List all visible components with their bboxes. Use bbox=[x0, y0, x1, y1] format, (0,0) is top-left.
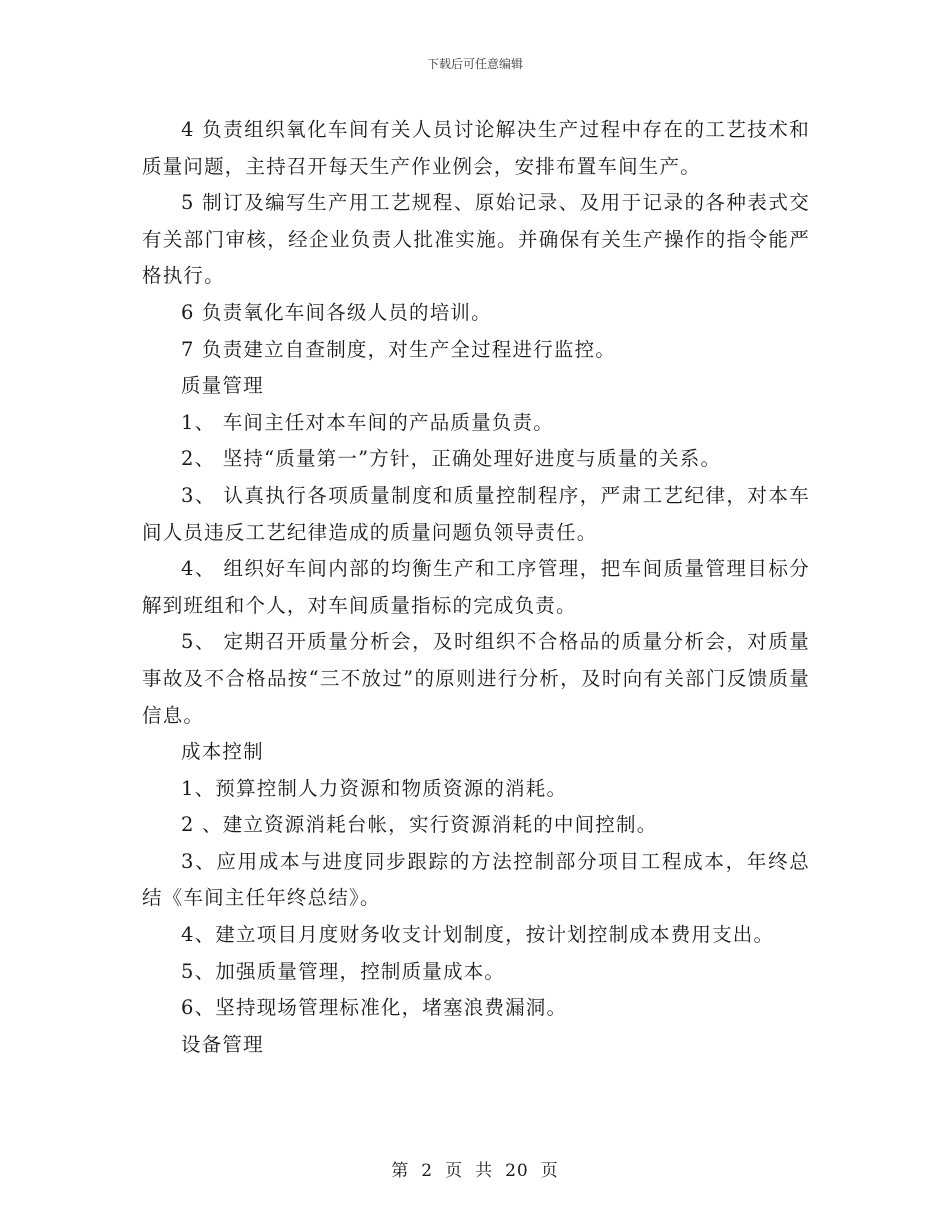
paragraph: 6、坚持现场管理标准化，堵塞浪费漏洞。 bbox=[181, 996, 568, 1020]
paragraph: 3、应用成本与进度同步跟踪的方法控制部分项目工程成本，年终总结《车间主任年终总结》。 bbox=[142, 849, 810, 910]
paragraph: 4、 组织好车间内部的均衡生产和工序管理，把车间质量管理目标分解到班组和个人，对车间质量指标的完成负责。 bbox=[142, 557, 810, 617]
paragraph: 6 负责氧化车间各级人员的培训。 bbox=[181, 300, 492, 324]
section-heading-equipment: 设备管理 bbox=[181, 1032, 264, 1056]
paragraph: 1、 车间主任对本车间的产品质量负责。 bbox=[181, 410, 554, 434]
footer-label-gong: 共 bbox=[475, 1161, 494, 1181]
paragraph: 4 负责组织氧化车间有关人员讨论解决生产过程中存在的工艺技术和质量问题，主持召开每天生产作业例会，安排布置车间生产。 bbox=[142, 118, 810, 178]
paragraph: 5 制订及编写生产用工艺规程、原始记录、及用于记录的各种表式交有关部门审核，经企业负责人批准实施。并确保有关生产操作的指令能严格执行。 bbox=[142, 191, 810, 288]
paragraph: 5、加强质量管理，控制质量成本。 bbox=[181, 959, 506, 983]
paragraph: 2、 坚持“质量第一”方针，正确处理好进度与质量的关系。 bbox=[181, 447, 722, 471]
section-heading-quality: 质量管理 bbox=[181, 374, 264, 398]
total-page-count: 20 bbox=[505, 1161, 529, 1181]
document-body bbox=[142, 112, 810, 1063]
footer-label-ye: 页 bbox=[445, 1161, 464, 1181]
footer-label-ye-end: 页 bbox=[540, 1161, 559, 1181]
paragraph: 1、预算控制人力资源和物质资源的消耗。 bbox=[181, 776, 568, 800]
paragraph: 3、 认真执行各项质量制度和质量控制程序，严肃工艺纪律，对本车间人员违反工艺纪律造成的质量问题负领导责任。 bbox=[142, 483, 810, 544]
page-footer bbox=[0, 1156, 950, 1181]
current-page-number: 2 bbox=[421, 1161, 434, 1181]
paragraph: 5、 定期召开质量分析会，及时组织不合格品的质量分析会，对质量事故及不合格品按“三不放过”的原则进行分析，及时向有关部门反馈质量信息。 bbox=[142, 630, 810, 727]
paragraph: 2 、建立资源消耗台帐，实行资源消耗的中间控制。 bbox=[181, 813, 658, 837]
section-heading-cost: 成本控制 bbox=[181, 740, 264, 764]
paragraph: 7 负责建立自查制度，对生产全过程进行监控。 bbox=[181, 337, 617, 361]
paragraph: 4、建立项目月度财务收支计划制度，按计划控制成本费用支出。 bbox=[181, 923, 775, 947]
footer-label-di: 第 bbox=[391, 1161, 410, 1181]
header-note: 下载后可任意编辑 bbox=[426, 57, 523, 71]
